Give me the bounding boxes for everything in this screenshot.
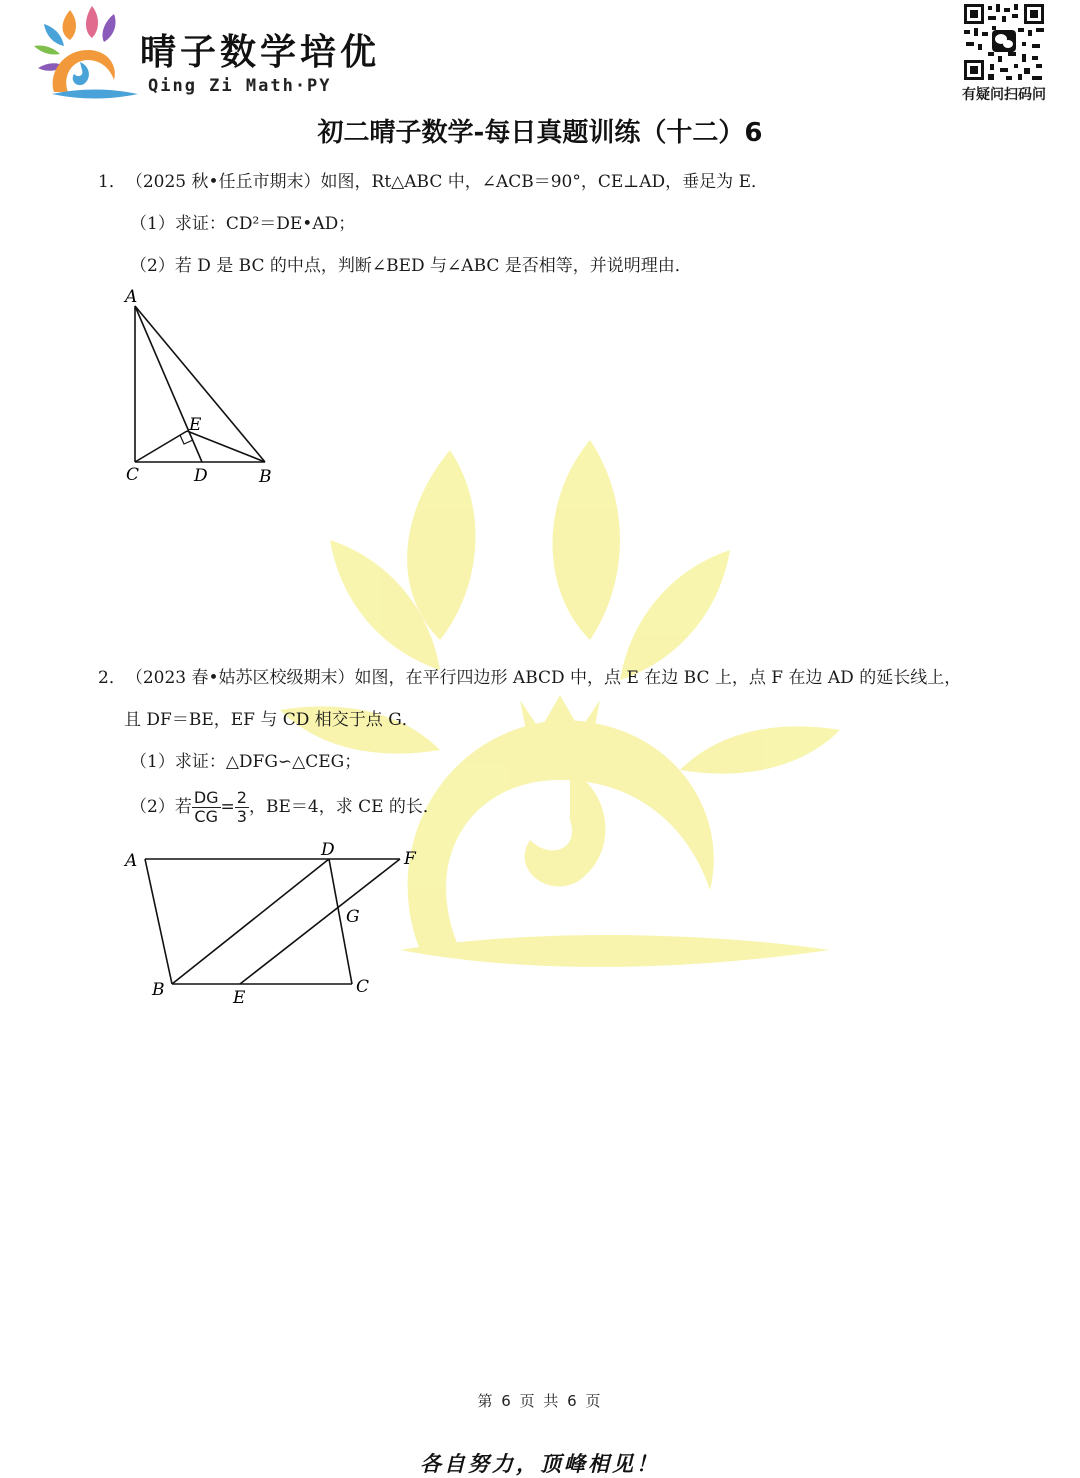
fraction-2-3 — [235, 789, 249, 826]
q2-part2-suffix: ，BE＝4，求 CE 的长． — [248, 797, 440, 817]
frac2-denominator: 3 — [236, 807, 247, 826]
brand-name-en: Qing Zi Math·PY — [148, 76, 332, 96]
q2-label-b: B — [152, 980, 165, 1000]
q2-stem-1: （2023 春•姑苏区校级期末）如图，在平行四边形 ABCD 中，点 E 在边 BC 上，点 F 在边 AD 的延长线上， — [125, 668, 962, 688]
fraction-dg-cg — [192, 789, 221, 826]
q2-label-g: G — [346, 907, 360, 927]
brand-name-cn: 晴子数学培优 — [140, 32, 381, 73]
q2-stem-line1 — [98, 666, 961, 690]
frac-denominator: CG — [194, 807, 218, 826]
q1-label-e: E — [189, 415, 202, 435]
q2-part1: （1）求证：△DFG∽△CEG； — [130, 752, 362, 772]
q1-number: 1． — [98, 172, 126, 192]
frac2-numerator: 2 — [236, 788, 247, 807]
q1-part1: （1）求证：CD²＝DE•AD； — [130, 214, 356, 234]
q2-figure — [118, 838, 428, 1013]
q2-part2 — [130, 786, 440, 828]
frac-numerator: DG — [193, 788, 219, 807]
q2-label-c: C — [356, 977, 370, 997]
q1-label-c: C — [126, 465, 140, 485]
q2-part2-prefix: （2）若 — [130, 797, 192, 817]
q1-stem-line — [98, 170, 768, 194]
q2-stem-2: 且 DF＝BE，EF 与 CD 相交于点 G． — [124, 710, 419, 730]
q2-label-e: E — [233, 988, 246, 1008]
page-number: 第 6 页 共 6 页 — [477, 1392, 603, 1410]
equals-sign: = — [220, 797, 235, 817]
q2-label-d: D — [321, 840, 335, 860]
q2-label-f: F — [404, 849, 416, 869]
qr-code-icon[interactable] — [962, 2, 1046, 82]
q1-label-d: D — [194, 466, 208, 486]
q1-stem: （2025 秋•任丘市期末）如图，Rt△ABC 中，∠ACB＝90°，CE⊥AD，垂足为 E． — [125, 172, 769, 192]
qr-label: 有疑问扫码问 — [962, 87, 1046, 103]
q1-label-a: A — [125, 287, 138, 307]
q1-label-b: B — [259, 467, 272, 486]
page-title: 初二晴子数学-每日真题训练（十二）6 — [317, 118, 763, 148]
q1-figure — [118, 286, 288, 486]
slogan: 各自努力，顶峰相见！ — [420, 1452, 660, 1476]
q1-part2: （2）若 D 是 BC 的中点，判断∠BED 与∠ABC 是否相等，并说明理由． — [130, 256, 692, 276]
q2-label-a: A — [125, 851, 138, 871]
brand-logo-icon — [30, 2, 140, 102]
q2-number: 2． — [98, 668, 126, 688]
